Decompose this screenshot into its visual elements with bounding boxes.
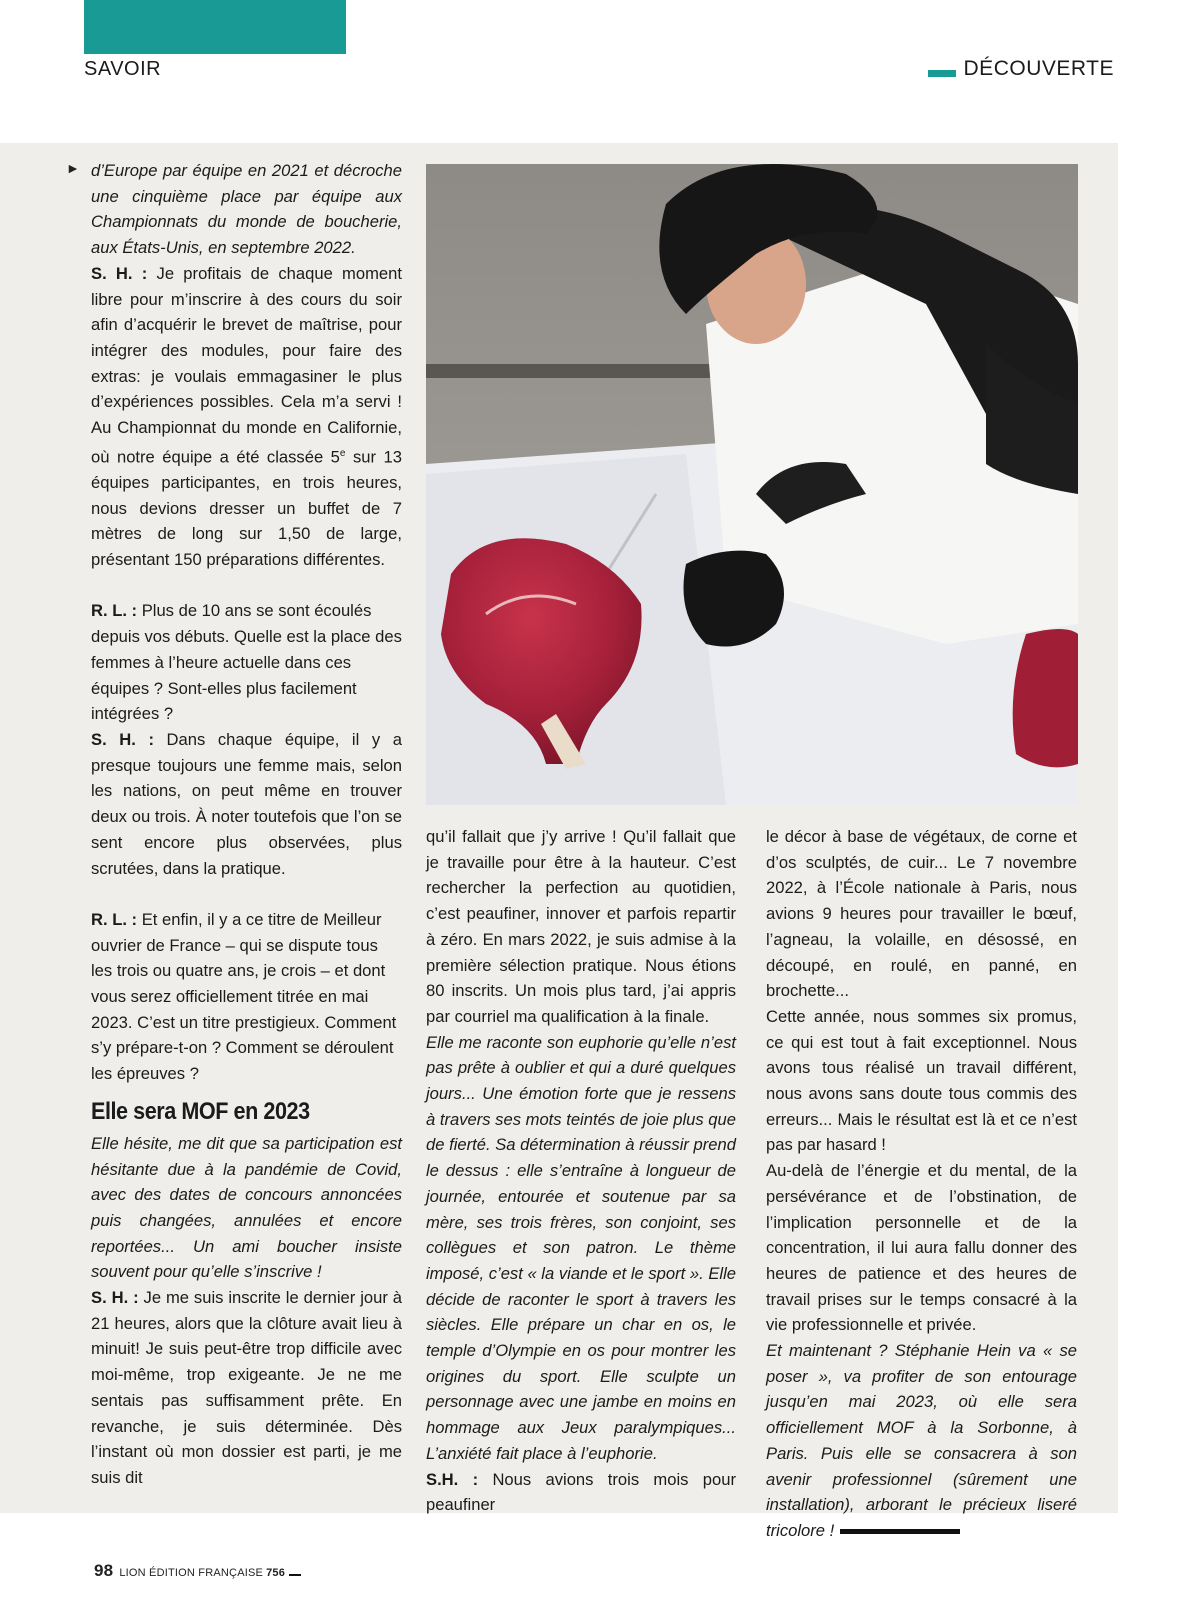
speaker-label: S. H. :: [91, 729, 154, 749]
question-paragraph: R. L. : Et enfin, il y a ce titre de Meilleur ouvrier de France – qui se dispute tous les trois ou quatre ans, je crois – et dont vous serez officiellement titrée en mai 2023. C’est un titre prestigieux. Comment s’y prépare-t-on ? Comment se déroulent les épreuves ?: [91, 909, 397, 1084]
speaker-label: S. H. :: [91, 263, 148, 283]
footer-dash: [289, 1574, 301, 1576]
continuation-arrow-icon: ►: [66, 160, 80, 176]
speaker-label: S. H. :: [91, 1288, 139, 1308]
article-column-1: [91, 158, 402, 1491]
magazine-name: LION ÉDITION FRANÇAISE: [119, 1567, 264, 1579]
paragraph: Au-delà de l’énergie et du mental, de la persévérance et de l’obstination, de l’implication personnelle et de la concentration, il lui aura fallu donner des heures de patience et des heures de travail prises sur le temps consacré à la vie professionnelle et privée.: [766, 1161, 1077, 1335]
issue-number: 756: [266, 1567, 286, 1579]
speaker-label: R. L. :: [91, 601, 138, 621]
article-column-2: [426, 824, 736, 1518]
paragraph: d’Europe par équipe en 2021 et décroche une cinquième place par équipe aux Championnats du monde de boucherie, aux États-Unis, en septembre 2022.: [91, 161, 402, 258]
answer-paragraph: S. H. : Dans chaque équipe, il y a presque toujours une femme mais, selon les nations, on peut même en trouver deux ou trois. À noter toutefois que l’on se sent encore plus observées, plus scrutées, dans la pratique.: [91, 729, 402, 878]
paragraph: Et maintenant ? Stéphanie Hein va « se poser », va profiter de son entourage jusqu’en mai 2023, où elle sera officiellement MOF à la Sorbonne, à Paris. Puis elle se consacrera à son avenir professionnel (sûrement une installation), arborant le précieux liseré tricolore !: [766, 1341, 1077, 1540]
page-footer: [94, 1561, 301, 1581]
answer-paragraph: S.H. : Nous avions trois mois pour peaufiner: [426, 1469, 736, 1515]
section-label-savoir: SAVOIR: [84, 58, 162, 80]
butcher-photo: [426, 164, 1078, 805]
paragraph: qu’il fallait que j’y arrive ! Qu’il fallait que je travaille pour être à la hauteur. C’est rechercher la perfection au quotidien, c’est peaufiner, innover et parfois repartir à zéro. En mars 2022, je suis admise à la première sélection pratique. Nous étions 80 inscrits. Un mois plus tard, j’ai appris par courriel ma qualification à la finale.: [426, 827, 736, 1026]
answer-paragraph: S. H. : Je me suis inscrite le dernier jour à 21 heures, alors que la clôture avait lieu à minuit! Je suis peut-être trop difficile avec moi-même, trop exigeante. Je ne me sentais pas suffisamment prête. En revanche, je suis déterminée. Dès l’instant où mon dossier est parti, je me suis dit: [91, 1288, 402, 1487]
subheading: Elle sera MOF en 2023: [91, 1097, 310, 1125]
paragraph: Elle me raconte son euphorie qu’elle n’est pas prête à oublier et qui a duré quelques jours... Une émotion forte que je ressens à travers ses mots teintés de joie plus que de fierté. Sa détermination à réussir prend le dessus : elle s’entraîne à longueur de journée, entourée et soutenue par sa mère, ses trois frères, son conjoint, ses collègues et son patron. Le thème imposé, c’est « la viande et le sport ». Elle décide de raconter le sport à travers les siècles. Elle prépare un char en os, le temple d’Olympie en os pour montrer les origines du sport. Elle sculpte un personnage avec une jambe en moins en hommage aux Jeux paralympiques... L’anxiété fait place à l’euphorie.: [426, 1032, 736, 1463]
answer-paragraph: S. H. : Je profitais de chaque moment libre pour m’inscrire à des cours du soir afin d’acquérir le brevet de maîtrise, pour intégrer des modules, pour faire des extras: je voulais emmagasiner le plus d’expériences possibles. Cela m’a servi ! Au Championnat du monde en Californie, où notre équipe a été classée 5e sur 13 équipes participantes, en trois heures, nous devions dresser un buffet de 7 mètres de long sur 1,50 de large, présentant 150 préparations différentes.: [91, 263, 402, 570]
paragraph: Cette année, nous sommes six promus, ce qui est tout à fait exceptionnel. Nous avons tous réalisé un travail différent, nous avons sans doute tous commis des erreurs... Mais le résultat est là et ce n’est pas par hasard !: [766, 1006, 1077, 1155]
question-paragraph: R. L. : Plus de 10 ans se sont écoulés depuis vos débuts. Quelle est la place des femmes à l’heure actuelle dans ces équipes ? Sont-elles plus facilement intégrées ?: [91, 601, 402, 724]
page-number: 98: [94, 1561, 114, 1580]
end-of-article-bar: [840, 1529, 960, 1534]
section-accent-bar: [928, 70, 956, 77]
paragraph: le décor à base de végétaux, de corne et d’os sculptés, de cuir... Le 7 novembre 2022, à l’École nationale à Paris, nous avions 9 heures pour travailler le bœuf, l’agneau, la volaille, en désossé, en découpé, en roulé, en panné, en brochette...: [766, 827, 1077, 1001]
paragraph: Elle hésite, me dit que sa participation est hésitante due à la pandémie de Covid, avec des dates de concours annoncées puis changées, annulées et encore reportées... Un ami boucher insiste souvent pour qu’elle s’inscrive !: [91, 1133, 402, 1282]
section-label-text: DÉCOUVERTE: [963, 57, 1114, 80]
speaker-label: S.H. :: [426, 1469, 479, 1489]
speaker-label: R. L. :: [91, 909, 138, 929]
section-label-decouverte: [928, 57, 1114, 81]
article-column-3: [766, 824, 1077, 1544]
header-accent-block: [84, 0, 346, 54]
